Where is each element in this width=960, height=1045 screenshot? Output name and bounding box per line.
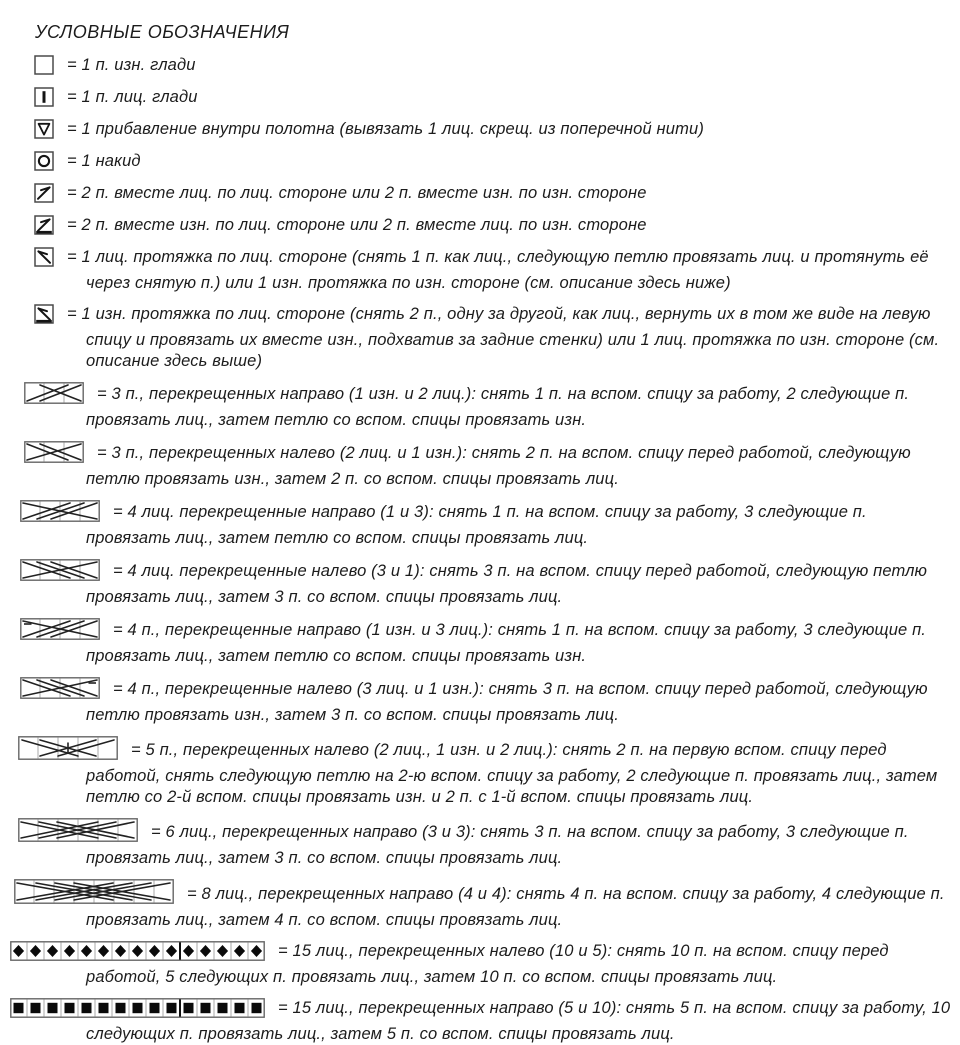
legend-text: = 5 п., перекрещенных налево (2 лиц., 1 изн. и 2 лиц.): снять 2 п. на первую вспом. спицу перед работой, снять следующую петлю на 2-ю вспом. спицу за работу, 2 следующие п. провязать лиц., затем петлю со 2-й вспом. спицы провязать изн. и 2 п. с 1-й вспом. спицы провязать лиц. — [86, 741, 938, 806]
legend-row — [0, 183, 952, 209]
legend-text: = 1 накид — [67, 152, 141, 170]
legend-row — [0, 998, 952, 1045]
legend-row — [0, 304, 952, 372]
knit-square-icon — [34, 87, 54, 113]
legend-text: = 3 п., перекрещенных направо (1 изн. и 2 лиц.): снять 1 п. на вспом. спицу за работу, 2 следующие п. провязать лиц., затем петлю со вспом. спицы провязать изн. — [86, 385, 910, 429]
legend-row — [0, 879, 952, 931]
ssp-square-icon — [34, 304, 54, 330]
legend-row — [0, 818, 952, 869]
p2tog-square-icon — [34, 215, 54, 241]
legend-text: = 1 лиц. протяжка по лиц. стороне (снять 1 п. как лиц., следующую петлю провязать лиц. и протянуть её через снятую п.) или 1 изн. протяжка по изн. стороне (см. описание здесь ниже) — [67, 248, 929, 292]
legend-text: = 1 п. изн. глади — [67, 56, 196, 74]
legend-row — [0, 151, 952, 177]
legend-text: = 4 п., перекрещенные налево (3 лиц. и 1 изн.): снять 3 п. на вспом. спицу перед работой, следующую петлю провязать изн., затем 3 п. со вспом. спицы провязать лиц. — [86, 680, 928, 724]
legend-row — [0, 55, 952, 81]
ssk-square-icon — [34, 247, 54, 273]
k2tog-square-icon — [34, 183, 54, 209]
cable-3-right-icon — [24, 382, 84, 410]
cable-4-left-purl-icon — [20, 677, 100, 705]
legend-row — [0, 677, 952, 726]
legend-row — [0, 382, 952, 431]
legend-row — [0, 500, 952, 549]
cable-5-left-icon — [18, 736, 118, 766]
legend-row — [0, 247, 952, 294]
cable-15-left-diamonds-icon — [10, 941, 265, 967]
purl-square-icon — [34, 55, 54, 81]
legend-text: = 1 п. лиц. глади — [67, 88, 198, 106]
cable-4-left-icon — [20, 559, 100, 587]
page-title: УСЛОВНЫЕ ОБОЗНАЧЕНИЯ — [35, 22, 290, 42]
legend-text: = 6 лиц., перекрещенных направо (3 и 3): снять 3 п. на вспом. спицу за работу, 3 следующие п. провязать лиц., затем 3 п. со вспом. спицы провязать лиц. — [86, 823, 909, 867]
legend-text: = 2 п. вместе лиц. по лиц. стороне или 2 п. вместе изн. по изн. стороне — [67, 184, 647, 202]
legend-text: = 4 лиц. перекрещенные направо (1 и 3): снять 1 п. на вспом. спицу за работу, 3 следующие п. провязать лиц., затем петлю со вспом. спицы провязать лиц. — [86, 503, 867, 547]
legend-row — [0, 559, 952, 608]
legend-text: = 15 лиц., перекрещенных направо (5 и 10): снять 5 п. на вспом. спицу за работу, 10 следующих п. провязать лиц., затем 5 п. со вспом. спицы провязать лиц. — [86, 999, 951, 1043]
cable-4-right-purl-icon — [20, 618, 100, 646]
legend-row — [0, 119, 952, 145]
yarnover-square-icon — [34, 151, 54, 177]
cable-6-right-icon — [18, 818, 138, 848]
legend-text: = 4 лиц. перекрещенные налево (3 и 1): снять 3 п. на вспом. спицу перед работой, следующую петлю провязать лиц., затем 3 п. со вспом. спицы провязать лиц. — [86, 562, 928, 606]
legend-list — [0, 55, 952, 1045]
legend-text: = 3 п., перекрещенных налево (2 лиц. и 1 изн.): снять 2 п. на вспом. спицу перед работой, следующую петлю провязать изн., затем 2 п. со вспом. спицы провязать лиц. — [86, 444, 911, 488]
legend-row — [0, 618, 952, 667]
legend-text: = 8 лиц., перекрещенных направо (4 и 4): снять 4 п. на вспом. спицу за работу, 4 следующие п. провязать лиц., затем 4 п. со вспом. спицы провязать лиц. — [86, 885, 945, 929]
cable-4-right-icon — [20, 500, 100, 528]
legend-row — [0, 441, 952, 490]
legend-row — [0, 941, 952, 988]
cable-3-left-icon — [24, 441, 84, 469]
legend-text: = 1 изн. протяжка по лиц. стороне (снять 2 п., одну за другой, как лиц., вернуть их в том же виде на левую спицу и провязать их вместе изн., подхватив за задние стенки) или 1 лиц. протяжка по изн. стороне (см. описание здесь выше) — [67, 305, 940, 370]
legend-text: = 2 п. вместе изн. по лиц. стороне или 2 п. вместе лиц. по изн. стороне — [67, 216, 647, 234]
legend-text: = 15 лиц., перекрещенных налево (10 и 5): снять 10 п. на вспом. спицу перед работой, 5 следующих п. провязать лиц., затем 10 п. со вспом. спицы провязать лиц. — [86, 942, 889, 986]
cable-8-right-icon — [14, 879, 174, 910]
legend-row — [0, 87, 952, 113]
legend-row — [0, 736, 952, 808]
legend-row — [0, 215, 952, 241]
legend-text: = 4 п., перекрещенные направо (1 изн. и 3 лиц.): снять 1 п. на вспом. спицу за работу, 3 следующие п. провязать лиц., затем петлю со вспом. спицы провязать изн. — [86, 621, 927, 665]
legend-text: = 1 прибавление внутри полотна (вывязать 1 лиц. скрещ. из поперечной нити) — [67, 120, 704, 138]
make-one-square-icon — [34, 119, 54, 145]
cable-15-right-squares-icon — [10, 998, 265, 1024]
